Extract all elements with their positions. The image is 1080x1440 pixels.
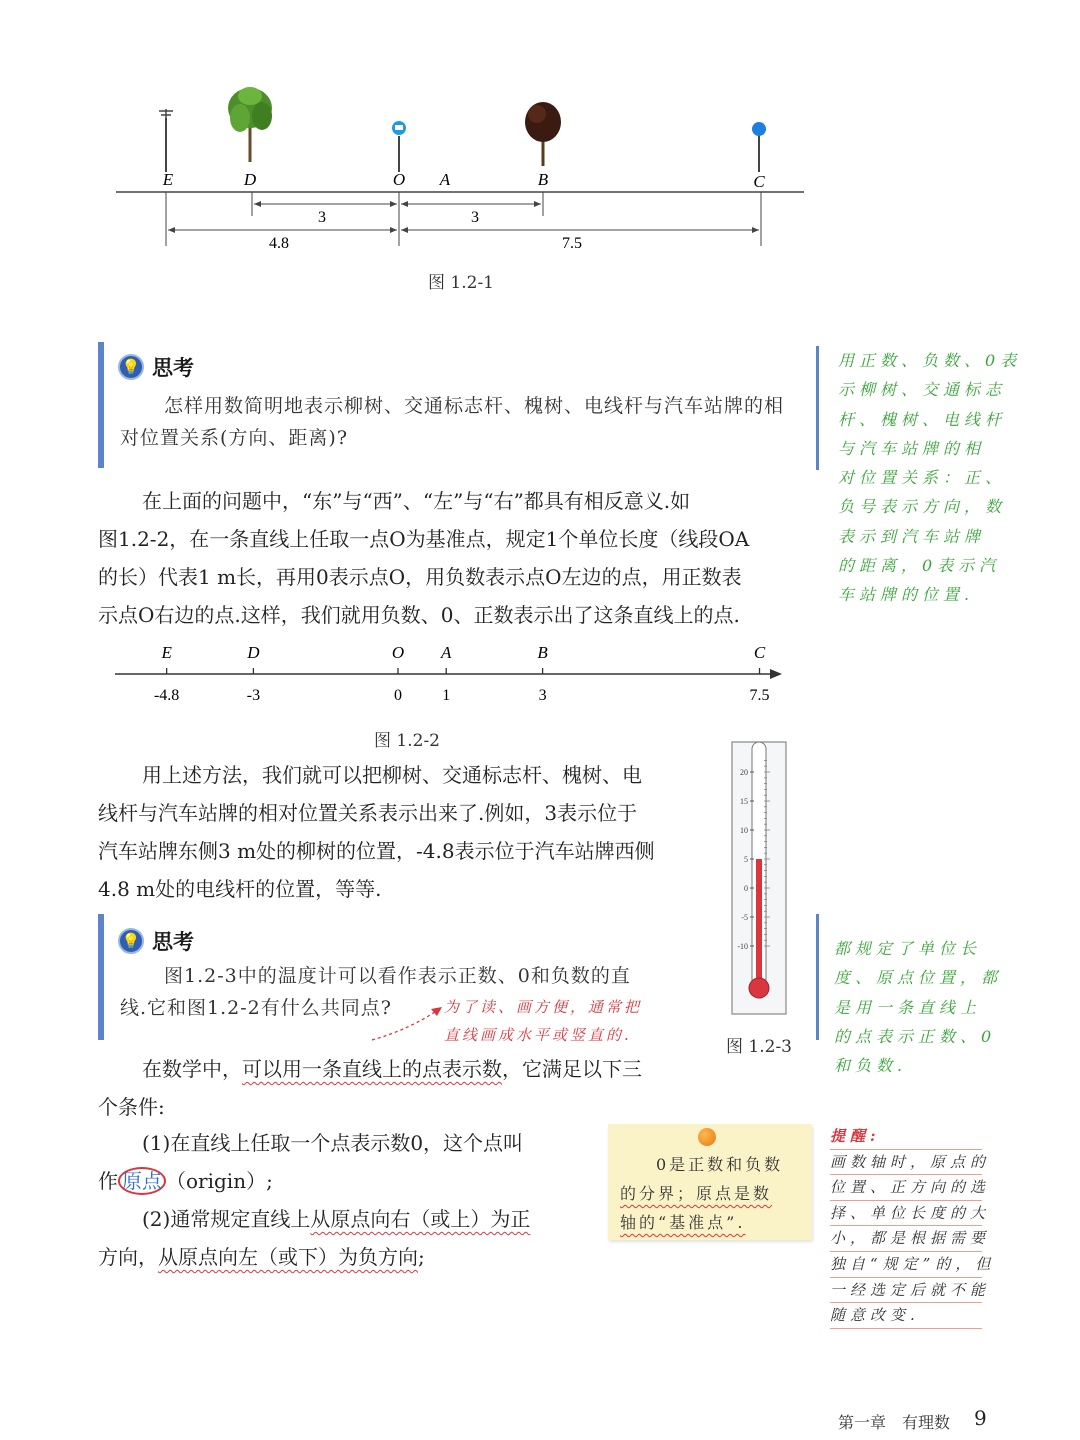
think-title-text-2: 思考 [152, 929, 194, 954]
dim-do: 3 [318, 209, 326, 226]
footer-chapter: 第一章 有理数 [838, 1413, 951, 1432]
thermometer-tick-label: 15 [740, 797, 748, 806]
paragraph-1-line: 的长）代表1 m长，再用0表示点O，用负数表示点O左边的点，用正数表 [98, 565, 742, 589]
condition-1-text: （origin）; [166, 1169, 273, 1193]
figure-1-2-1 [100, 80, 820, 260]
thermometer-tick-label: 0 [744, 884, 748, 893]
side-note-1-rule [816, 346, 819, 470]
red-note-line-1: 为了读、画方便，通常把 [444, 998, 643, 1016]
number-line-value: -3 [246, 687, 261, 704]
reminder-line: 随意改变. [830, 1303, 982, 1329]
think-title-1 [118, 352, 194, 382]
lightbulb-icon: 💡 [118, 928, 144, 954]
figure-1-2-2 [110, 640, 790, 710]
condition-2-line-1 [98, 1200, 530, 1238]
sticky-line-1: 0是正数和负数 [656, 1155, 784, 1174]
label-c: C [753, 172, 765, 191]
number-line-point-label: D [247, 643, 260, 662]
thermometer-tick-label: 20 [740, 768, 748, 777]
think-line-2a: 图1.2-3中的温度计可以看作表示正数、0和负数的直 [164, 965, 631, 987]
reminder-line: 位置、正方向的选 [830, 1175, 982, 1201]
side-note-2-line: 的点表示正数、0 [834, 1026, 997, 1046]
paragraph-2 [98, 756, 718, 908]
paragraph-3-text: ，它满足以下三 [502, 1057, 642, 1081]
condition-2-line-2 [98, 1238, 530, 1276]
locust-tree-icon [525, 102, 561, 166]
number-line-point-label: B [537, 643, 548, 662]
side-note-2-line: 度、原点位置，都 [834, 968, 1003, 988]
bus-stop-sign-icon [392, 121, 406, 172]
side-note-2-line: 都规定了单位长 [834, 939, 982, 958]
condition-1-line-1: (1)在直线上任取一个点表示数0，这个点叫 [142, 1131, 524, 1155]
number-line-value: -4.8 [153, 687, 180, 704]
side-note-1-line: 杆、槐树、电线杆 [838, 409, 1007, 429]
side-note-2-rule [816, 914, 819, 1040]
paragraph-3-underlined: 可以用一条直线上的点表示数 [242, 1057, 502, 1081]
number-line-point-label: E [161, 643, 172, 662]
dim-oc: 7.5 [562, 235, 582, 252]
paragraph-3-line-2: 个条件: [98, 1095, 165, 1119]
number-line-point-label: A [441, 643, 452, 662]
side-note-1-line: 的距离，0表示汽 [838, 556, 1001, 576]
side-note-2 [834, 934, 1002, 1080]
number-line-value: 7.5 [749, 687, 770, 704]
label-a: A [439, 170, 451, 189]
number-line-value: 1 [442, 687, 451, 704]
paragraph-2-line: 用上述方法，我们就可以把柳树、交通标志杆、槐树、电 [142, 763, 642, 787]
red-note-line-2: 直线画成水平或竖直的. [444, 1026, 632, 1044]
paragraph-2-line: 4.8 m处的电线杆的位置，等等. [98, 877, 382, 901]
reminder-line: 独自“规定”的，但 [830, 1252, 982, 1278]
condition-2-text: (2)通常规定直线上 [142, 1207, 311, 1231]
think-line-2b: 线.它和图1.2-2有什么共同点? [120, 997, 392, 1019]
reminder-line: 一经选定后就不能 [830, 1278, 982, 1304]
thermometer-tick-label: -10 [737, 942, 748, 951]
paragraph-1-line: 示点O右边的点.这样，我们就用负数、0、正数表示出了这条直线上的点. [98, 603, 740, 627]
side-note-1 [838, 346, 1021, 610]
think-title-text-1: 思考 [152, 355, 194, 380]
lightbulb-icon: 💡 [118, 354, 144, 380]
conditions-list [98, 1124, 530, 1276]
figure-1-2-3-caption: 图 1.2-3 [726, 1037, 792, 1057]
paragraph-3 [98, 1050, 642, 1126]
paragraph-3-text: 在数学中， [142, 1057, 242, 1081]
figure-1-2-2-caption: 图 1.2-2 [374, 731, 440, 751]
paragraph-3-line-1 [98, 1050, 642, 1088]
number-line-point-label: C [753, 643, 766, 662]
thermometer-tick-label: 10 [740, 826, 748, 835]
reminder-line: 小，都是根据需要 [830, 1226, 982, 1252]
condition-1-text: 作 [98, 1169, 118, 1193]
number-line-value: 3 [538, 687, 547, 704]
dim-ob: 3 [471, 209, 479, 226]
label-e: E [162, 170, 174, 189]
axis-arrow-icon [770, 669, 782, 679]
handwritten-arrow-icon [368, 1000, 448, 1044]
thermometer-mercury [756, 859, 762, 988]
side-note-2-line: 和负数. [834, 1056, 908, 1076]
condition-2-underlined: 从原点向左（或下）为负方向 [158, 1245, 418, 1269]
electric-pole-icon [752, 122, 766, 172]
origin-term: 原点 [118, 1167, 166, 1195]
paragraph-1-line: 图1.2-2，在一条直线上任取一点O为基准点，规定1个单位长度（线段OA [98, 527, 750, 551]
think-line-1a: 怎样用数简明地表示柳树、交通标志杆、槐树、电线杆与汽车站牌的相 [164, 395, 785, 417]
think-line-1b: 对位置关系(方向、距离)? [120, 427, 349, 449]
sticky-line-2: 的分界；原点是数 [620, 1184, 773, 1203]
reminder-title: 提醒: [830, 1124, 982, 1150]
reminder-line: 画数轴时，原点的 [830, 1150, 982, 1176]
condition-2-underlined: 从原点向右（或上）为正 [310, 1207, 531, 1231]
thermometer-tick-label: 5 [744, 855, 748, 864]
side-note-1-line: 与汽车站牌的相 [838, 438, 986, 458]
pin-icon [698, 1128, 716, 1146]
side-note-1-line: 对位置关系：正、 [838, 468, 1007, 488]
sticky-text [620, 1150, 783, 1237]
number-line-value: 0 [394, 687, 402, 704]
side-note-1-line: 示柳树、交通标志 [838, 380, 1007, 400]
sticky-line-3: 轴的“基准点”. [620, 1213, 746, 1232]
label-d: D [243, 170, 257, 189]
label-b: B [537, 170, 549, 189]
red-handwritten-note [444, 996, 642, 1045]
think-title-2 [118, 926, 194, 956]
willow-tree-icon [228, 87, 272, 162]
thermometer-figure [728, 740, 792, 1020]
reminder-box [830, 1124, 996, 1329]
page-number: 9 [974, 1406, 987, 1430]
thermometer-tick-label: -5 [741, 913, 748, 922]
number-line-point-label: O [391, 643, 405, 662]
paragraph-2-line: 汽车站牌东侧3 m处的柳树的位置，-4.8表示位于汽车站牌西侧 [98, 839, 655, 863]
thermometer-bulb [749, 978, 769, 998]
side-note-2-line: 是用一条直线上 [834, 997, 982, 1017]
side-note-1-line: 表示到汽车站牌 [838, 526, 986, 546]
side-note-1-line: 车站牌的位置. [838, 585, 975, 605]
paragraph-2-line: 线杆与汽车站牌的相对位置关系表示出来了.例如，3表示位于 [98, 801, 638, 825]
condition-2-text: ; [418, 1245, 425, 1269]
think-box-1 [98, 342, 804, 468]
dim-eo: 4.8 [269, 235, 289, 252]
traffic-sign-pole-icon [159, 109, 173, 172]
figure-1-2-1-caption: 图 1.2-1 [428, 273, 494, 293]
side-note-1-line: 负号表示方向，数 [838, 497, 1007, 517]
paragraph-1-line: 在上面的问题中，“东”与“西”、“左”与“右”都具有相反意义.如 [142, 489, 691, 513]
paragraph-1 [98, 482, 820, 634]
sticky-note [608, 1124, 812, 1240]
label-o: O [392, 170, 406, 189]
reminder-line: 择、单位长度的大 [830, 1201, 982, 1227]
side-note-1-line: 用正数、负数、0表 [838, 351, 1022, 370]
condition-1-line-2 [98, 1162, 530, 1200]
condition-2-text: 方向， [98, 1245, 158, 1269]
